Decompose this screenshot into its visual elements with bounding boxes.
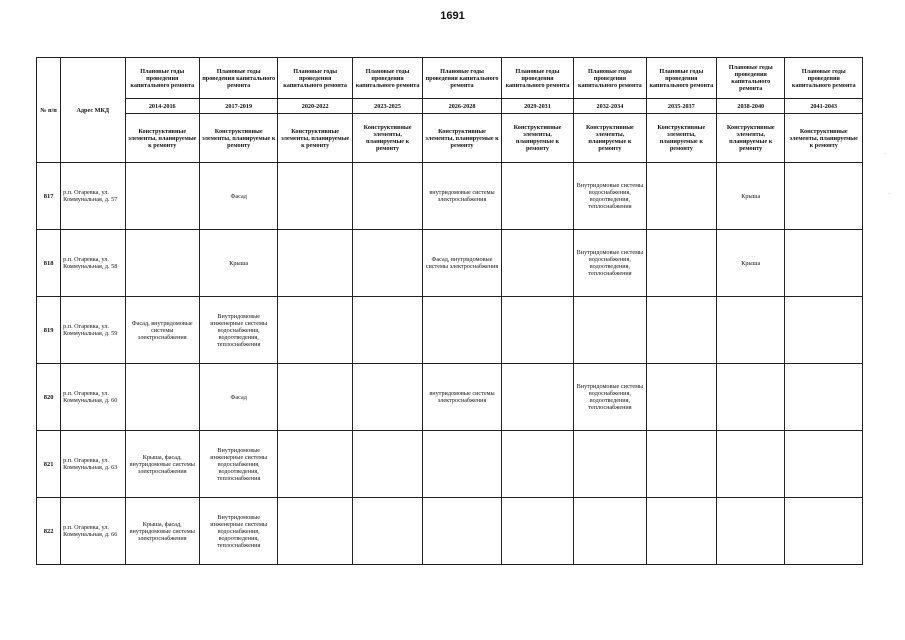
row-cell — [646, 498, 716, 565]
header-row-elements — [37, 114, 863, 163]
row-address: р.п. Огаревка, ул. Коммунальная, д. 66 — [61, 498, 125, 565]
header-period: Плановые годы проведения капитального ремонта — [785, 58, 863, 99]
row-cell — [501, 230, 573, 297]
row-cell — [717, 297, 785, 364]
row-cell: Внутридомовые инженерные системы водоснабжения, водоотведения, теплоснабжения — [199, 297, 277, 364]
table-row — [37, 498, 863, 565]
row-number: 821 — [37, 431, 61, 498]
row-cell — [278, 163, 352, 230]
header-period: Плановые годы проведения капитального ремонта — [352, 58, 422, 99]
header-period: Плановые годы проведения капитального ремонта — [574, 58, 646, 99]
row-cell — [717, 364, 785, 431]
row-cell: Крыша, фасад, внутридомовые системы электроснабжения — [125, 431, 199, 498]
header-year: 2026-2028 — [423, 99, 501, 114]
header-address: Адрес МКД — [61, 58, 125, 163]
row-cell: Внутридомовые инженерные системы водоснабжения, водоотведения, теплоснабжения — [199, 498, 277, 565]
row-cell — [646, 431, 716, 498]
row-cell — [501, 498, 573, 565]
row-cell — [574, 498, 646, 565]
row-cell — [785, 230, 863, 297]
row-cell: внутридомовые системы электроснабжения — [423, 364, 501, 431]
row-address: р.п. Огаревка, ул. Коммунальная, д. 60 — [61, 364, 125, 431]
row-cell — [352, 163, 422, 230]
row-cell: Фасад, внутридомовые системы электроснабжения — [423, 230, 501, 297]
row-cell: Внутридомовые системы водоснабжения, водоотведения, теплоснабжения — [574, 163, 646, 230]
row-cell — [352, 297, 422, 364]
row-address: р.п. Огаревка, ул. Коммунальная, д. 57 — [61, 163, 125, 230]
row-number: 819 — [37, 297, 61, 364]
row-cell — [785, 163, 863, 230]
header-year: 2035-2037 — [646, 99, 716, 114]
header-period: Плановые годы проведения капитального ремонта — [501, 58, 573, 99]
row-cell — [574, 297, 646, 364]
row-cell: Внутридомовые инженерные системы водоснабжения, водоотведения, теплоснабжения — [199, 431, 277, 498]
row-cell — [717, 431, 785, 498]
row-cell: Крыша — [717, 163, 785, 230]
table-body — [37, 163, 863, 565]
page-number: 1691 — [440, 10, 465, 22]
row-cell — [501, 163, 573, 230]
header-elements: Конструктивные элементы, планируемые к ремонту — [199, 114, 277, 163]
header-elements: Конструктивные элементы, планируемые к ремонту — [574, 114, 646, 163]
row-cell — [785, 498, 863, 565]
row-cell: Фасад — [199, 163, 277, 230]
header-year: 2029-2031 — [501, 99, 573, 114]
row-cell: Фасад — [199, 364, 277, 431]
row-cell — [501, 431, 573, 498]
row-cell — [717, 498, 785, 565]
header-year: 2032-2034 — [574, 99, 646, 114]
table-row — [37, 230, 863, 297]
row-cell — [125, 230, 199, 297]
row-cell: внутридомовые системы электроснабжения — [423, 163, 501, 230]
row-cell — [501, 364, 573, 431]
row-cell — [423, 297, 501, 364]
row-cell — [646, 364, 716, 431]
row-cell — [352, 364, 422, 431]
row-cell — [352, 498, 422, 565]
header-period: Плановые годы проведения капитального ремонта — [125, 58, 199, 99]
header-row-periods — [37, 58, 863, 99]
header-period: Плановые годы проведения капитального ремонта — [646, 58, 716, 99]
row-cell — [278, 431, 352, 498]
header-row-years — [37, 99, 863, 114]
header-elements: Конструктивные элементы, планируемые к ремонту — [352, 114, 422, 163]
row-cell — [278, 297, 352, 364]
scan-speck: · — [884, 150, 887, 158]
header-elements: Конструктивные элементы, планируемые к ремонту — [785, 114, 863, 163]
header-year: 2041-2043 — [785, 99, 863, 114]
row-cell — [125, 163, 199, 230]
table-row — [37, 163, 863, 230]
row-cell — [646, 163, 716, 230]
row-number: 822 — [37, 498, 61, 565]
header-year: 2020-2022 — [278, 99, 352, 114]
row-cell — [125, 364, 199, 431]
row-number: 818 — [37, 230, 61, 297]
header-year: 2023-2025 — [352, 99, 422, 114]
header-period: Плановые годы проведения капитального ремонта — [423, 58, 501, 99]
row-address: р.п. Огаревка, ул. Коммунальная, д. 59 — [61, 297, 125, 364]
row-cell — [646, 297, 716, 364]
row-cell: Крыша, фасад, внутридомовые системы электроснабжения — [125, 498, 199, 565]
row-cell — [785, 431, 863, 498]
header-elements: Конструктивные элементы, планируемые к ремонту — [717, 114, 785, 163]
row-cell — [352, 230, 422, 297]
row-cell — [278, 230, 352, 297]
row-cell: Фасад, внутридомовые системы электроснабжения — [125, 297, 199, 364]
row-cell: Крыша — [717, 230, 785, 297]
table-row — [37, 297, 863, 364]
header-elements: Конструктивные элементы, планируемые к ремонту — [646, 114, 716, 163]
header-year: 2014-2016 — [125, 99, 199, 114]
table-row — [37, 364, 863, 431]
row-cell — [785, 297, 863, 364]
row-cell: Внутридомовые системы водоснабжения, водоотведения, теплоснабжения — [574, 364, 646, 431]
row-cell — [423, 431, 501, 498]
table-row — [37, 431, 863, 498]
row-cell — [574, 431, 646, 498]
row-cell — [352, 431, 422, 498]
header-period: Плановые годы проведения капитального ремонта — [717, 58, 785, 99]
header-period: Плановые годы проведения капитального ремонта — [278, 58, 352, 99]
header-elements: Конструктивные элементы, планируемые к ремонту — [125, 114, 199, 163]
header-elements: Конструктивные элементы, планируемые к ремонту — [278, 114, 352, 163]
row-number: 820 — [37, 364, 61, 431]
header-period: Плановые годы проведения капитального ремонта — [199, 58, 277, 99]
row-cell: Крыша — [199, 230, 277, 297]
header-num: № п/п — [37, 58, 61, 163]
capital-repair-table — [36, 57, 863, 565]
header-year: 2017-2019 — [199, 99, 277, 114]
row-cell — [278, 364, 352, 431]
row-cell — [785, 364, 863, 431]
row-number: 817 — [37, 163, 61, 230]
scan-speck: · — [888, 190, 891, 198]
row-cell — [646, 230, 716, 297]
row-address: р.п. Огаревка, ул. Коммунальная, д. 58 — [61, 230, 125, 297]
header-elements: Конструктивные элементы, планируемые к ремонту — [501, 114, 573, 163]
row-cell — [278, 498, 352, 565]
row-cell — [423, 498, 501, 565]
header-elements: Конструктивные элементы, планируемые к ремонту — [423, 114, 501, 163]
row-cell: Внутридомовые системы водоснабжения, водоотведения, теплоснабжения — [574, 230, 646, 297]
row-cell — [501, 297, 573, 364]
row-address: р.п. Огаревка, ул. Коммунальная, д. 63 — [61, 431, 125, 498]
header-year: 2038-2040 — [717, 99, 785, 114]
